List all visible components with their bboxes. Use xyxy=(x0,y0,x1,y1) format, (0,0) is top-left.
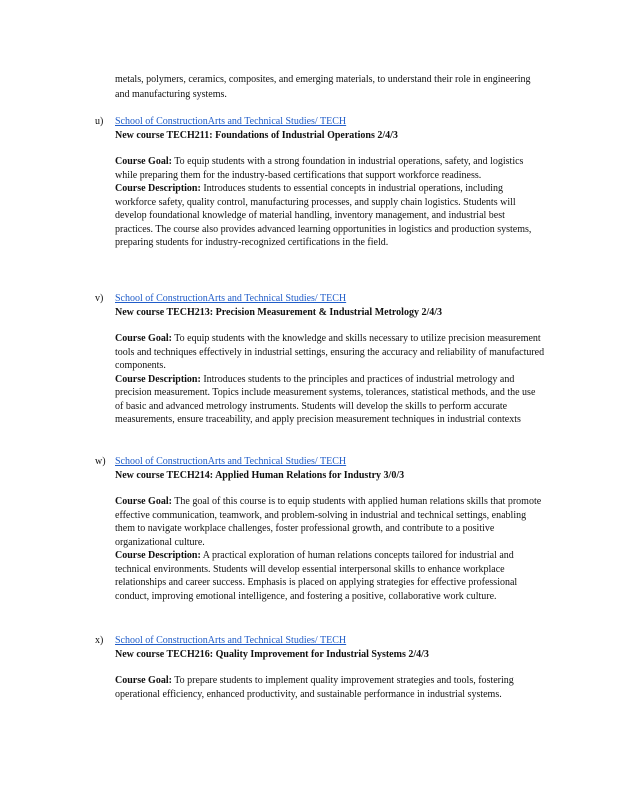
course-goal xyxy=(115,332,545,373)
course-description xyxy=(115,182,545,250)
course-goal-label: Course Goal: xyxy=(115,156,172,167)
course-description-text: Introduces students to essential concepts in industrial operations, including workforce safety, quality control, manufacturing processes, and supply chain logistics. Students will develop foundational knowledge of material handling, inventory management, and industrial best practices. The course also provides advanced learning opportunities in logistics and production systems, preparing students for industry-recognized certifications in the field. xyxy=(115,183,532,248)
course-title: New course TECH211: Foundations of Industrial Operations 2/4/3 xyxy=(115,129,398,141)
course-goal-text: The goal of this course is to equip students with applied human relations skills that promote effective communication, teamwork, and problem-solving in industrial and technical settings, enabling them to navigate workplace challenges, foster professional growth, and contribute to a positive organizational culture. xyxy=(115,496,542,548)
course-goal xyxy=(115,155,545,182)
course-description-label: Course Description: xyxy=(115,183,201,194)
course-description-text: Introduces students to the principles and practices of industrial metrology and precision measurement. Topics include measurement systems, tolerances, statistical methods, and the use of basic and advanced metrology instruments. Students will develop the skills to perform accurate measurements, ensure traceability, and apply precision measurement techniques in industrial contexts xyxy=(115,373,536,425)
course-description xyxy=(115,549,545,603)
course-title: New course TECH213: Precision Measurement & Industrial Metrology 2/4/3 xyxy=(115,306,443,318)
list-marker: x) xyxy=(95,635,104,646)
course-goal-label: Course Goal: xyxy=(115,496,172,507)
course-goal xyxy=(115,674,545,701)
intro-paragraph: metals, polymers, ceramics, composites, and emerging materials, to understand their role in engineering and manufacturing systems. xyxy=(115,74,531,100)
course-goal-text: To equip students with the knowledge and skills necessary to utilize precision measurement tools and techniques effectively in industrial settings, ensuring the accuracy and reliability of manufactured components. xyxy=(115,333,545,371)
course-goal xyxy=(115,495,545,549)
list-marker: u) xyxy=(95,116,104,127)
course-title: New course TECH214: Applied Human Relations for Industry 3/0/3 xyxy=(115,469,405,481)
school-link[interactable]: School of ConstructionArts and Technical Studies/ TECH xyxy=(115,456,347,467)
course-description-label: Course Description: xyxy=(115,550,201,561)
course-description xyxy=(115,373,545,427)
school-link[interactable]: School of ConstructionArts and Technical Studies/ TECH xyxy=(115,293,347,304)
course-title: New course TECH216: Quality Improvement for Industrial Systems 2/4/3 xyxy=(115,648,429,660)
course-description-text: A practical exploration of human relations concepts tailored for industrial and technical environments. Students will develop essential interpersonal skills to enhance workplace relationships and career success. Emphasis is placed on applying strategies for effective professional conduct, improving emotional intelligence, and fostering a positive, collaborative work culture. xyxy=(115,550,518,602)
course-goal-text: To equip students with a strong foundation in industrial operations, safety, and logistics while preparing them for the industry-based certifications that support workforce readiness. xyxy=(115,156,524,181)
course-goal-label: Course Goal: xyxy=(115,333,172,344)
course-description-label: Course Description: xyxy=(115,373,201,385)
list-marker: w) xyxy=(95,456,106,467)
course-goal-text: To prepare students to implement quality improvement strategies and tools, fostering operational efficiency, enhanced productivity, and sustainable performance in industrial systems. xyxy=(115,675,514,700)
school-link[interactable]: School of ConstructionArts and Technical Studies/ TECH xyxy=(115,116,347,127)
course-goal-label: Course Goal: xyxy=(115,675,172,686)
list-marker: v) xyxy=(95,293,104,304)
school-link[interactable]: School of ConstructionArts and Technical Studies/ TECH xyxy=(115,635,347,646)
